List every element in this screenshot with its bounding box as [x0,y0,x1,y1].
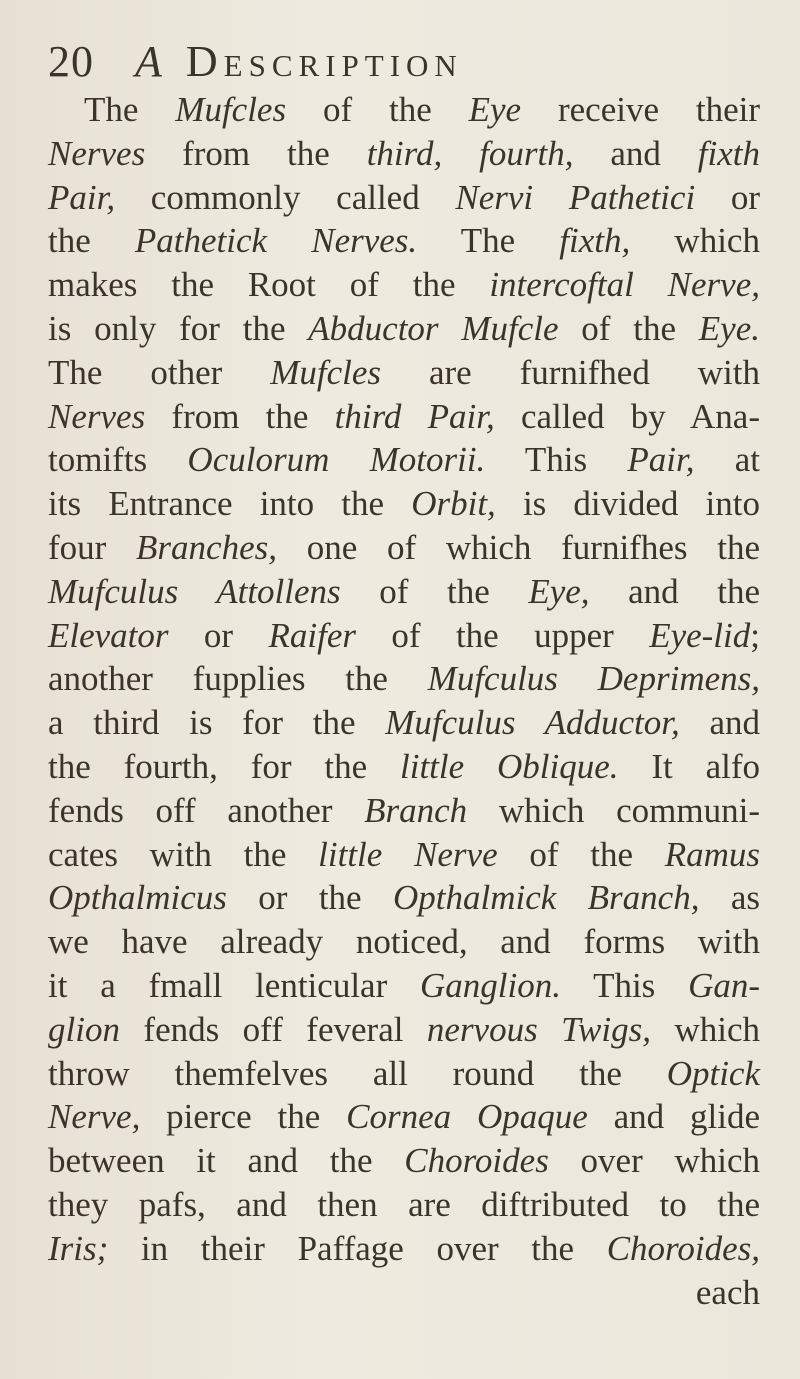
italic-run: Opthalmick Branch, [392,878,700,918]
roman-run: This [560,965,689,1005]
italic-run: Nerve, [48,1097,141,1137]
roman-run: the [48,221,135,261]
roman-run: the fourth, for the [48,746,400,786]
text-line [48,263,760,307]
text-line [48,745,760,789]
roman-run: they pafs, and then are diftributed to the [48,1184,760,1224]
roman-run: each [695,1272,760,1312]
roman-run: cates with the [48,834,319,874]
roman-run: makes the Root of the [48,265,490,305]
italic-run: Mufculus Deprimens, [427,659,760,699]
text-line [48,701,760,745]
roman-run: The other [48,352,271,392]
roman-run: we have already noticed, and forms with [48,922,760,962]
roman-run: commonly called [115,177,456,217]
roman-run: of the upper [355,615,650,655]
text-line [48,482,760,526]
roman-run: of the [286,90,469,129]
roman-run: called by Ana- [494,396,760,436]
text-line [48,876,760,920]
italic-run: Eye-lid [649,615,751,655]
text-line [48,176,760,220]
italic-run: Nervi Pathetici [455,177,696,217]
text-line [48,1227,760,1271]
roman-run: which [650,1009,760,1049]
roman-run: ; [750,615,760,655]
text-line [48,657,760,701]
roman-run: This [485,440,628,480]
text-line [48,789,760,833]
italic-run: Choroides, [606,1228,760,1268]
roman-run: It alfo [618,746,760,786]
roman-run: receive their [521,90,760,129]
italic-run: fixth [697,133,761,173]
text-line [48,1183,760,1227]
text-line [48,1095,760,1139]
italic-run: Mufcles [270,352,381,392]
italic-run: Iris; [48,1228,109,1268]
text-line [48,1271,760,1315]
italic-run: Pair, [48,177,116,217]
italic-run: Pathetick Nerves. [134,221,418,261]
italic-run: Eye, [528,571,590,611]
roman-run: is only for the [48,308,309,348]
roman-run: between it and the [48,1141,405,1181]
running-head [48,32,748,92]
body-text [48,88,760,1314]
italic-run: Gan- [688,965,760,1005]
italic-run: Branches, [136,527,277,567]
italic-run: Oculorum Motorii. [187,440,486,480]
italic-run: little Oblique. [400,746,619,786]
roman-run: and the [589,571,760,611]
text-line [48,351,760,395]
roman-run: from the [145,396,335,436]
roman-run: which communi- [467,790,760,830]
roman-run: throw themfelves all round the [48,1053,667,1093]
roman-run: its Entrance into the [48,484,412,524]
text-line [48,1008,760,1052]
roman-run: as [699,878,760,918]
text-line [48,88,760,132]
text-line [48,833,760,877]
roman-run: at [694,440,760,480]
roman-run: pierce the [140,1097,347,1137]
italic-run: Raifer [268,615,356,655]
text-line [48,438,760,482]
roman-run: or the [226,878,393,918]
roman-run: are furnifhed with [381,352,760,392]
italic-run: Mufculus Attollens [48,571,341,611]
text-line [48,526,760,570]
roman-run: over which [548,1141,760,1181]
italic-run: third, fourth, [366,133,574,173]
text-line [48,219,760,263]
running-title-word: Description [185,37,463,86]
italic-run: Pair, [627,440,695,480]
italic-run: Ganglion. [419,965,561,1005]
roman-run: fends off feveral [119,1009,427,1049]
roman-run: and glide [587,1097,760,1137]
italic-run: Mufcles [175,90,287,129]
roman-run: a third is for the [48,703,386,743]
running-title-initial: A [135,37,168,86]
italic-run: Cornea Opaque [346,1097,588,1137]
page-number: 20 [48,37,94,86]
italic-run: little Nerve [318,834,498,874]
italic-run: intercoftal Nerve, [489,265,760,305]
roman-run: of the [558,308,699,348]
roman-run: tomifts [48,440,188,480]
roman-run: The [417,221,560,261]
italic-run: Ramus [664,834,761,874]
text-line [48,307,760,351]
text-line [48,614,760,658]
roman-run: fends off another [48,790,365,830]
italic-run: Opthalmicus [48,878,227,918]
roman-run: and [679,703,760,743]
italic-run: glion [48,1009,120,1049]
italic-run: Nerves [48,396,146,436]
italic-run: Optick [666,1053,760,1093]
text-line [48,395,760,439]
roman-run: or [695,177,760,217]
italic-run: Branch [364,790,468,830]
roman-run: it a fmall lenticular [48,965,420,1005]
roman-run: of the [497,834,665,874]
roman-run: which [630,221,760,261]
text-line [48,1052,760,1096]
text-line [48,570,760,614]
italic-run: Abductor Mufcle [308,308,559,348]
text-line [48,132,760,176]
text-line [48,920,760,964]
roman-run: from the [145,133,367,173]
italic-run: Mufculus Adductor, [385,703,680,743]
text-line [48,1139,760,1183]
italic-run: Elevator [48,615,169,655]
roman-run: in their Paffage over the [108,1228,607,1268]
italic-run: Nerves [48,133,146,173]
roman-run: one of which furnifhes the [277,527,760,567]
roman-run: and [573,133,698,173]
italic-run: third Pair, [334,396,495,436]
italic-run: Choroides [404,1141,549,1181]
italic-run: Eye. [698,308,760,348]
italic-run: Orbit, [411,484,496,524]
roman-run: of the [340,571,529,611]
roman-run: is divided into [495,484,761,524]
roman-run: another fupplies the [48,659,428,699]
italic-run: Eye [468,90,522,129]
text-line [48,964,760,1008]
italic-run: nervous Twigs, [426,1009,651,1049]
running-title [135,32,463,92]
italic-run: fixth, [559,221,631,261]
roman-run: or [168,615,269,655]
roman-run: The [84,90,176,129]
roman-run: four [48,527,137,567]
